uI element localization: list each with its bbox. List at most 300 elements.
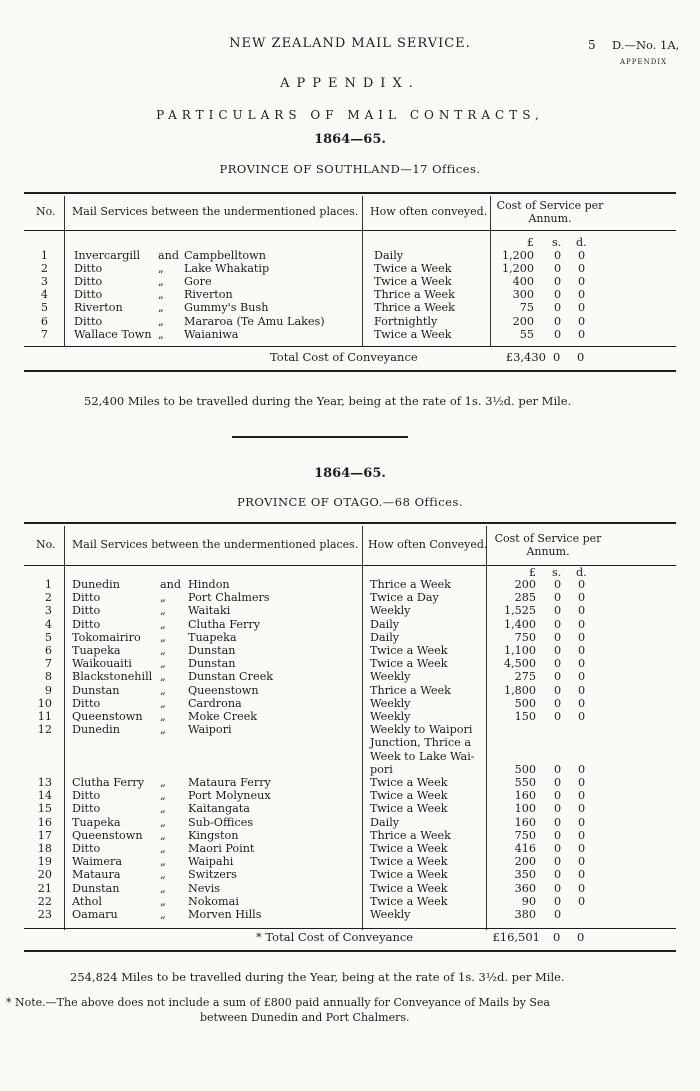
row-number: 11 bbox=[37, 710, 52, 723]
row-number: 22 bbox=[37, 894, 52, 908]
route-connector: „ bbox=[160, 591, 166, 605]
otago-total-label: * Total Cost of Conveyance bbox=[256, 930, 414, 944]
frequency: Junction, Thrice a bbox=[370, 736, 471, 750]
frequency: Twice a Week bbox=[370, 894, 448, 908]
route-connector: „ bbox=[160, 710, 166, 723]
table-row bbox=[0, 644, 700, 657]
cost-pence: 0 bbox=[578, 683, 586, 697]
row-number: 7 bbox=[40, 327, 48, 341]
cost-pence: 0 bbox=[578, 657, 586, 671]
cost-pence: 0 bbox=[578, 327, 586, 341]
destination-place: Lake Whakatip bbox=[184, 262, 270, 276]
document-subreference: APPENDIX bbox=[620, 58, 668, 66]
cost-pence: 0 bbox=[578, 670, 586, 684]
route-connector: „ bbox=[160, 855, 166, 869]
frequency: Twice a Week bbox=[370, 855, 448, 869]
frequency: Daily bbox=[370, 617, 400, 631]
shilling-header: s. bbox=[552, 566, 562, 579]
destination-place: Mataura Ferry bbox=[188, 776, 271, 789]
cost-shillings: 0 bbox=[554, 301, 562, 315]
cost-shillings: 0 bbox=[554, 630, 562, 644]
table-row bbox=[0, 802, 700, 815]
otago-header-services: Mail Services between the undermentioned places. bbox=[72, 538, 359, 551]
frequency: Daily bbox=[370, 630, 400, 644]
destination-place: Waianiwa bbox=[184, 327, 239, 341]
otago-header-how: How often Conveyed. bbox=[368, 538, 488, 551]
otago-total-pounds: £16,501 bbox=[492, 930, 540, 944]
cost-shillings: 0 bbox=[554, 710, 562, 723]
row-number: 5 bbox=[40, 301, 48, 315]
row-number: 3 bbox=[40, 275, 48, 289]
destination-place: Morven Hills bbox=[188, 908, 262, 921]
destination-place: Waitaki bbox=[188, 604, 231, 618]
cost-shillings: 0 bbox=[554, 617, 562, 631]
table-row bbox=[0, 750, 700, 763]
southland-province-heading: PROVINCE OF SOUTHLAND—17 Offices. bbox=[219, 162, 481, 176]
cost-pounds: 200 bbox=[514, 578, 536, 591]
section-separator bbox=[232, 436, 408, 438]
row-number: 4 bbox=[40, 288, 48, 302]
route-connector: „ bbox=[158, 327, 164, 341]
cost-shillings: 0 bbox=[554, 776, 562, 789]
cost-shillings: 0 bbox=[554, 670, 562, 684]
origin-place: Dunedin bbox=[72, 578, 120, 591]
table-row bbox=[0, 301, 700, 314]
frequency: Weekly bbox=[370, 604, 411, 618]
cost-shillings: 0 bbox=[554, 275, 562, 289]
southland-total-shillings: 0 bbox=[553, 350, 561, 364]
otago-footnote-line-2: between Dunedin and Port Chalmers. bbox=[200, 1011, 410, 1024]
cost-pence: 0 bbox=[578, 288, 586, 302]
table-row bbox=[0, 262, 700, 275]
page-number: 5 bbox=[588, 38, 596, 52]
frequency: Fortnightly bbox=[374, 314, 438, 328]
otago-miles-note: 254,824 Miles to be travelled during the Year, being at the rate of 1s. 3½d. per Mile. bbox=[70, 970, 565, 984]
cost-pence: 0 bbox=[578, 881, 586, 895]
frequency: Weekly bbox=[370, 908, 411, 921]
route-connector: „ bbox=[160, 828, 166, 842]
origin-place: Queenstown bbox=[72, 710, 143, 723]
frequency: Weekly bbox=[370, 670, 411, 684]
origin-place: Queenstown bbox=[72, 828, 143, 842]
frequency: Weekly bbox=[370, 696, 411, 710]
cost-pounds: 750 bbox=[514, 828, 536, 842]
cost-pounds: 1,525 bbox=[503, 604, 536, 618]
otago-header-no: No. bbox=[36, 538, 56, 551]
frequency: pori bbox=[370, 762, 393, 776]
row-number: 6 bbox=[40, 314, 48, 328]
route-connector: „ bbox=[160, 604, 166, 618]
row-number: 9 bbox=[44, 683, 52, 697]
year-heading: 1864—65. bbox=[314, 132, 386, 147]
table-row bbox=[0, 591, 700, 604]
frequency: Twice a Week bbox=[374, 262, 452, 276]
origin-place: Oamaru bbox=[72, 908, 118, 921]
cost-pounds: 1,100 bbox=[503, 644, 536, 657]
frequency: Weekly bbox=[370, 710, 411, 723]
route-connector: „ bbox=[160, 894, 166, 908]
cost-shillings: 0 bbox=[554, 881, 562, 895]
cost-shillings: 0 bbox=[554, 657, 562, 671]
appendix-heading: APPENDIX. bbox=[280, 76, 420, 91]
cost-pounds: 285 bbox=[514, 591, 536, 605]
cost-pence: 0 bbox=[578, 776, 586, 789]
destination-place: Hindon bbox=[188, 578, 230, 591]
cost-shillings: 0 bbox=[554, 327, 562, 341]
table-row bbox=[0, 275, 700, 288]
route-connector: and bbox=[160, 578, 182, 591]
destination-place: Dunstan bbox=[188, 644, 236, 657]
route-connector: „ bbox=[160, 696, 166, 710]
route-connector: „ bbox=[160, 842, 166, 855]
destination-place: Mararoa (Te Amu Lakes) bbox=[184, 314, 325, 328]
destination-place: Gummy's Bush bbox=[184, 301, 269, 315]
row-number: 3 bbox=[44, 604, 52, 618]
origin-place: Dunedin bbox=[72, 723, 120, 737]
frequency: Thrice a Week bbox=[370, 578, 451, 591]
origin-place: Ditto bbox=[72, 617, 101, 631]
table-row bbox=[0, 315, 700, 328]
origin-place: Ditto bbox=[74, 314, 103, 328]
cost-shillings: 0 bbox=[554, 762, 562, 776]
page-title: NEW ZEALAND MAIL SERVICE. bbox=[229, 36, 471, 51]
cost-pence: 0 bbox=[578, 301, 586, 315]
destination-place: Cardrona bbox=[188, 696, 242, 710]
table-row bbox=[0, 604, 700, 617]
row-number: 10 bbox=[37, 696, 52, 710]
origin-place: Ditto bbox=[74, 275, 103, 289]
frequency: Twice a Week bbox=[370, 881, 448, 895]
otago-total-shillings: 0 bbox=[553, 930, 561, 944]
table-row bbox=[0, 736, 700, 749]
table-row bbox=[0, 908, 700, 921]
cost-pounds: 360 bbox=[514, 881, 536, 895]
cost-pounds: 90 bbox=[521, 894, 536, 908]
row-number: 4 bbox=[44, 617, 52, 631]
southland-bottom-rule bbox=[24, 370, 676, 372]
row-number: 20 bbox=[37, 868, 52, 882]
route-connector: „ bbox=[158, 288, 164, 302]
frequency: Thrice a Week bbox=[374, 288, 455, 302]
southland-total-pounds: £3,430 bbox=[505, 350, 546, 364]
cost-pence: 0 bbox=[578, 578, 586, 591]
route-connector: „ bbox=[160, 908, 166, 921]
row-number: 7 bbox=[44, 657, 52, 671]
cost-pounds: 1,400 bbox=[503, 617, 536, 631]
southland-header-cost: Cost of Service per Annum. bbox=[496, 199, 604, 225]
route-connector: „ bbox=[158, 262, 164, 276]
cost-shillings: 0 bbox=[554, 802, 562, 816]
route-connector: „ bbox=[158, 275, 164, 289]
table-row bbox=[0, 697, 700, 710]
route-connector: „ bbox=[158, 301, 164, 315]
frequency: Twice a Week bbox=[370, 868, 448, 882]
row-number: 18 bbox=[37, 842, 52, 855]
origin-place: Dunstan bbox=[72, 683, 120, 697]
row-number: 17 bbox=[37, 828, 52, 842]
destination-place: Riverton bbox=[184, 288, 233, 302]
destination-place: Sub-Offices bbox=[188, 815, 254, 829]
frequency: Twice a Week bbox=[370, 789, 448, 803]
cost-pounds: 275 bbox=[514, 670, 536, 684]
route-connector: and bbox=[158, 249, 180, 262]
route-connector: „ bbox=[160, 802, 166, 816]
southland-total-rule bbox=[24, 346, 676, 347]
origin-place: Ditto bbox=[74, 288, 103, 302]
table-row bbox=[0, 328, 700, 341]
table-row bbox=[0, 288, 700, 301]
cost-pounds: 350 bbox=[514, 868, 536, 882]
table-row bbox=[0, 723, 700, 736]
origin-place: Tokomairiro bbox=[72, 630, 141, 644]
otago-total-rule bbox=[24, 928, 676, 929]
frequency: Twice a Week bbox=[370, 644, 448, 657]
cost-shillings: 0 bbox=[554, 868, 562, 882]
cost-shillings: 0 bbox=[554, 828, 562, 842]
cost-pence: 0 bbox=[578, 894, 586, 908]
route-connector: „ bbox=[160, 630, 166, 644]
route-connector: „ bbox=[160, 789, 166, 803]
cost-shillings: 0 bbox=[554, 894, 562, 908]
cost-shillings: 0 bbox=[554, 288, 562, 302]
frequency: Twice a Day bbox=[370, 591, 439, 605]
cost-shillings: 0 bbox=[554, 696, 562, 710]
cost-pence: 0 bbox=[578, 617, 586, 631]
origin-place: Wallace Town bbox=[74, 327, 152, 341]
destination-place: Kaitangata bbox=[188, 802, 250, 816]
route-connector: „ bbox=[160, 670, 166, 684]
cost-pounds: 160 bbox=[514, 789, 536, 803]
origin-place: Ditto bbox=[74, 262, 103, 276]
otago-footnote-line-1: * Note.—The above does not include a sum of £800 paid annually for Conveyance of Mails by Sea bbox=[6, 996, 550, 1009]
destination-place: Clutha Ferry bbox=[188, 617, 261, 631]
cost-pence: 0 bbox=[578, 855, 586, 869]
southland-header-rule bbox=[24, 230, 676, 231]
cost-pounds: 55 bbox=[519, 327, 534, 341]
cost-pounds: 100 bbox=[514, 802, 536, 816]
cost-pence: 0 bbox=[578, 828, 586, 842]
table-row bbox=[0, 855, 700, 868]
origin-place: Tuapeka bbox=[72, 644, 121, 657]
pound-header: £ bbox=[528, 566, 536, 579]
cost-pence: 0 bbox=[578, 314, 586, 328]
destination-place: Port Molyneux bbox=[188, 789, 271, 803]
cost-shillings: 0 bbox=[554, 644, 562, 657]
destination-place: Gore bbox=[184, 275, 212, 289]
table-row bbox=[0, 657, 700, 670]
cost-pounds: 416 bbox=[514, 842, 536, 855]
cost-pounds: 75 bbox=[519, 301, 534, 315]
origin-place: Riverton bbox=[74, 301, 123, 315]
southland-miles-note: 52,400 Miles to be travelled during the Year, being at the rate of 1s. 3½d. per Mile. bbox=[84, 394, 572, 408]
cost-shillings: 0 bbox=[554, 815, 562, 829]
destination-place: Tuapeka bbox=[188, 630, 237, 644]
pence-header: d. bbox=[576, 566, 587, 579]
cost-pence: 0 bbox=[578, 604, 586, 618]
route-connector: „ bbox=[160, 723, 166, 737]
cost-pounds: 380 bbox=[514, 908, 536, 921]
route-connector: „ bbox=[160, 881, 166, 895]
row-number: 16 bbox=[37, 815, 52, 829]
cost-shillings: 0 bbox=[554, 578, 562, 591]
frequency: Thrice a Week bbox=[370, 828, 451, 842]
otago-province-heading: PROVINCE OF OTAGO.—68 Offices. bbox=[236, 495, 464, 509]
row-number: 23 bbox=[37, 908, 52, 921]
cost-pence: 0 bbox=[578, 815, 586, 829]
destination-place: Moke Creek bbox=[188, 710, 258, 723]
destination-place: Dunstan Creek bbox=[188, 670, 273, 684]
table-row bbox=[0, 631, 700, 644]
origin-place: Ditto bbox=[72, 802, 101, 816]
table-row bbox=[0, 670, 700, 683]
route-connector: „ bbox=[160, 683, 166, 697]
origin-place: Ditto bbox=[72, 591, 101, 605]
destination-place: Dunstan bbox=[188, 657, 236, 671]
frequency: Twice a Week bbox=[374, 275, 452, 289]
cost-pence: 0 bbox=[578, 262, 586, 276]
origin-place: Blackstonehill bbox=[72, 670, 153, 684]
cost-pounds: 4,500 bbox=[503, 657, 536, 671]
shilling-header: s. bbox=[552, 236, 562, 249]
cost-pounds: 550 bbox=[514, 776, 536, 789]
frequency: Twice a Week bbox=[370, 657, 448, 671]
table-row bbox=[0, 684, 700, 697]
frequency: Thrice a Week bbox=[370, 683, 451, 697]
origin-place: Athol bbox=[72, 894, 102, 908]
cost-pounds: 1,200 bbox=[501, 249, 534, 262]
southland-header-services: Mail Services between the undermentioned places. bbox=[72, 205, 359, 218]
table-row bbox=[0, 842, 700, 855]
cost-pence: 0 bbox=[578, 630, 586, 644]
destination-place: Waipahi bbox=[188, 855, 234, 869]
cost-pence: 0 bbox=[578, 591, 586, 605]
row-number: 15 bbox=[37, 802, 52, 816]
route-connector: „ bbox=[160, 657, 166, 671]
frequency: Weekly to Waipori bbox=[370, 723, 473, 737]
cost-pounds: 1,800 bbox=[503, 683, 536, 697]
cost-pence: 0 bbox=[578, 868, 586, 882]
row-number: 21 bbox=[37, 881, 52, 895]
destination-place: Campbelltown bbox=[184, 249, 266, 262]
cost-shillings: 0 bbox=[554, 591, 562, 605]
cost-pence: 0 bbox=[578, 842, 586, 855]
destination-place: Queenstown bbox=[188, 683, 259, 697]
row-number: 6 bbox=[44, 644, 52, 657]
table-row bbox=[0, 829, 700, 842]
frequency: Week to Lake Wai- bbox=[370, 749, 475, 763]
table-row bbox=[0, 249, 700, 262]
southland-header-no: No. bbox=[36, 205, 56, 218]
origin-place: Waikouaiti bbox=[72, 657, 132, 671]
cost-shillings: 0 bbox=[554, 683, 562, 697]
otago-total-pence: 0 bbox=[577, 930, 585, 944]
origin-place: Ditto bbox=[72, 696, 101, 710]
route-connector: „ bbox=[160, 644, 166, 657]
cost-shillings: 0 bbox=[554, 908, 562, 921]
cost-pounds: 300 bbox=[512, 288, 534, 302]
route-connector: „ bbox=[160, 776, 166, 789]
row-number: 19 bbox=[37, 855, 52, 869]
destination-place: Switzers bbox=[188, 868, 237, 882]
cost-shillings: 0 bbox=[554, 842, 562, 855]
cost-pounds: 160 bbox=[514, 815, 536, 829]
origin-place: Clutha Ferry bbox=[72, 776, 145, 789]
origin-place: Waimera bbox=[72, 855, 123, 869]
cost-shillings: 0 bbox=[554, 262, 562, 276]
table-row bbox=[0, 868, 700, 881]
row-number: 2 bbox=[44, 591, 52, 605]
origin-place: Dunstan bbox=[72, 881, 120, 895]
cost-pence: 0 bbox=[578, 644, 586, 657]
row-number: 1 bbox=[44, 578, 52, 591]
table-row bbox=[0, 618, 700, 631]
route-connector: „ bbox=[160, 617, 166, 631]
route-connector: „ bbox=[158, 314, 164, 328]
southland-currency-row bbox=[0, 236, 700, 249]
contracts-heading: PARTICULARS OF MAIL CONTRACTS, bbox=[156, 108, 544, 122]
row-number: 14 bbox=[37, 789, 52, 803]
table-row bbox=[0, 895, 700, 908]
origin-place: Ditto bbox=[72, 604, 101, 618]
row-number: 8 bbox=[44, 670, 52, 684]
frequency: Thrice a Week bbox=[374, 301, 455, 315]
frequency: Daily bbox=[370, 815, 400, 829]
route-connector: „ bbox=[160, 868, 166, 882]
southland-total-label: Total Cost of Conveyance bbox=[270, 350, 418, 364]
table-row bbox=[0, 789, 700, 802]
cost-pence: 0 bbox=[578, 710, 586, 723]
frequency: Daily bbox=[374, 249, 404, 262]
row-number: 1 bbox=[40, 249, 48, 262]
cost-pence: 0 bbox=[578, 275, 586, 289]
otago-header-cost: Cost of Service per Annum. bbox=[494, 532, 602, 558]
route-connector: „ bbox=[160, 815, 166, 829]
cost-pence: 0 bbox=[578, 249, 586, 262]
cost-shillings: 0 bbox=[554, 789, 562, 803]
cost-pounds: 150 bbox=[514, 710, 536, 723]
southland-total-pence: 0 bbox=[577, 350, 585, 364]
cost-pounds: 200 bbox=[512, 314, 534, 328]
frequency: Twice a Week bbox=[370, 842, 448, 855]
pence-header: d. bbox=[576, 236, 587, 249]
origin-place: Tuapeka bbox=[72, 815, 121, 829]
southland-header-how: How often conveyed. bbox=[370, 205, 488, 218]
origin-place: Ditto bbox=[72, 789, 101, 803]
table-row bbox=[0, 710, 700, 723]
document-reference: D.—No. 1A, bbox=[612, 38, 680, 52]
table-row bbox=[0, 763, 700, 776]
cost-shillings: 0 bbox=[554, 249, 562, 262]
cost-pence: 0 bbox=[578, 762, 586, 776]
cost-shillings: 0 bbox=[554, 314, 562, 328]
otago-top-rule bbox=[24, 522, 676, 524]
row-number: 12 bbox=[37, 723, 52, 737]
frequency: Twice a Week bbox=[370, 776, 448, 789]
table-row bbox=[0, 776, 700, 789]
cost-pence: 0 bbox=[578, 802, 586, 816]
frequency: Twice a Week bbox=[370, 802, 448, 816]
cost-pence: 0 bbox=[578, 789, 586, 803]
cost-pounds: 500 bbox=[514, 696, 536, 710]
destination-place: Waipori bbox=[188, 723, 232, 737]
cost-pounds: 500 bbox=[514, 762, 536, 776]
table-row bbox=[0, 578, 700, 591]
frequency: Twice a Week bbox=[374, 327, 452, 341]
row-number: 2 bbox=[40, 262, 48, 276]
destination-place: Nokomai bbox=[188, 894, 239, 908]
row-number: 13 bbox=[37, 776, 52, 789]
pound-header: £ bbox=[526, 236, 534, 249]
